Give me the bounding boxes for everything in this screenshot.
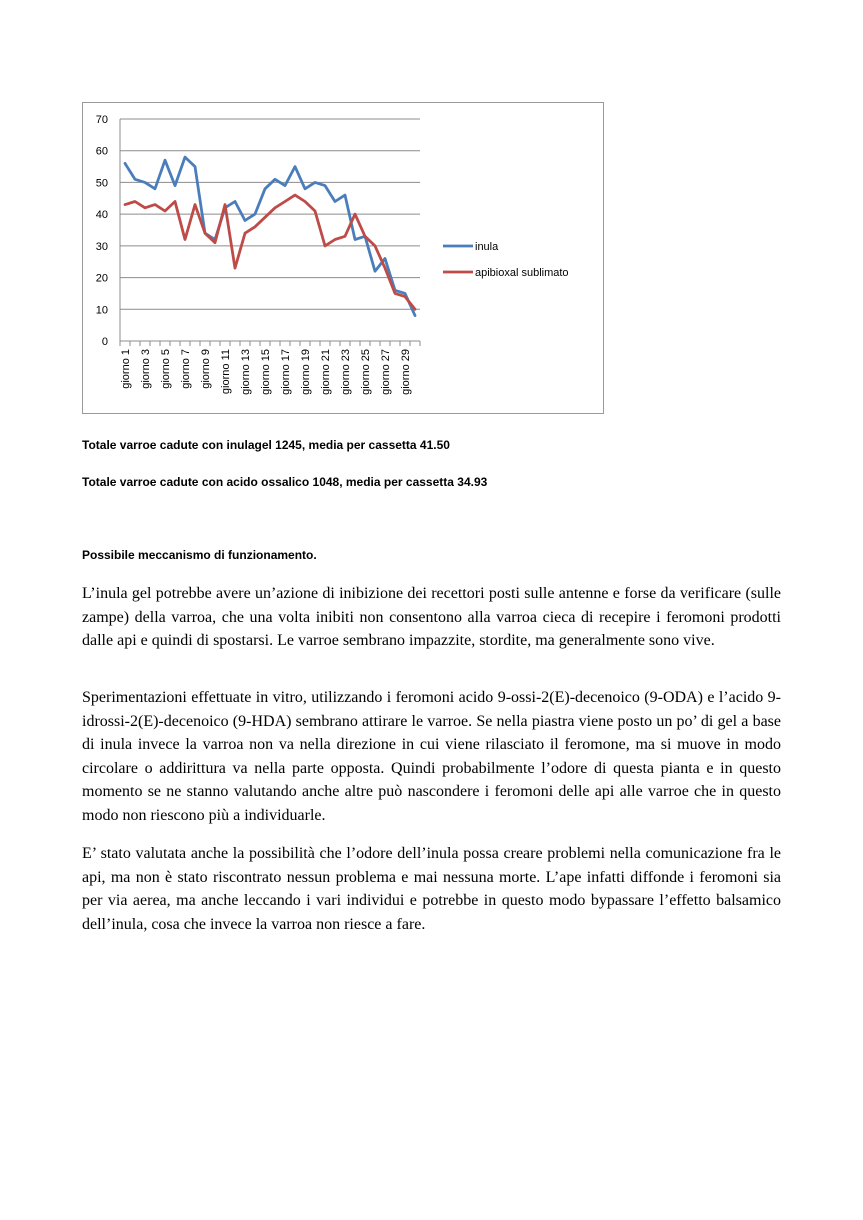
y-tick-label: 0 bbox=[101, 336, 108, 348]
legend-label: inula bbox=[475, 241, 499, 253]
x-tick-label: giorno 25 bbox=[360, 349, 372, 395]
x-tick-label: giorno 13 bbox=[240, 349, 252, 395]
x-tick-label: giorno 7 bbox=[180, 349, 192, 389]
x-tick-label: giorno 15 bbox=[260, 349, 272, 395]
paragraph-3: E’ stato valutata anche la possibilità che l’odore dell’inula possa creare problemi nella comunicazione fra le api, ma non è stato riscontrato nessun problema e mai nessuna morte. L’ape infatti diffonde i feromoni sia per via aerea, ma anche leccando i vari individui e potrebbe in questo modo bypassare l’effetto balsamico dell’inula, cosa che invece la varroa non riesce a fare. bbox=[82, 845, 781, 933]
x-tick-label: giorno 11 bbox=[220, 349, 232, 395]
y-tick-label: 20 bbox=[95, 272, 108, 285]
x-tick-label: giorno 29 bbox=[400, 349, 412, 395]
y-tick-label: 30 bbox=[95, 240, 108, 253]
stat-inulagel: Totale varroe cadute con inulagel 1245, media per cassetta 41.50 bbox=[82, 438, 450, 452]
x-tick-label: giorno 3 bbox=[140, 349, 152, 389]
stat-oxalic-acid: Totale varroe cadute con acido ossalico 1048, media per cassetta 34.93 bbox=[82, 475, 488, 489]
legend-label: apibioxal sublimato bbox=[475, 267, 569, 279]
series-line-inula bbox=[125, 157, 415, 316]
y-tick-label: 50 bbox=[95, 177, 108, 190]
paragraph-1: L’inula gel potrebbe avere un’azione di inibizione dei recettori posti sulle antenne e forse da verificare (sulle zampe) della varroa, che una volta inibiti non consentono alla varroa cieca di recepire i feromoni prodotti dalle api e quindi di spostarsi. Le varroe sembrano impazzite, stordite, ma generalmente sono vive. bbox=[82, 585, 781, 649]
series-line-apibioxal bbox=[125, 195, 415, 309]
x-tick-label: giorno 19 bbox=[300, 349, 312, 395]
x-tick-label: giorno 9 bbox=[200, 349, 212, 389]
x-tick-label: giorno 27 bbox=[380, 349, 392, 395]
line-chart bbox=[82, 102, 604, 414]
chart-svg bbox=[83, 103, 603, 413]
x-tick-label: giorno 23 bbox=[340, 349, 352, 395]
x-tick-label: giorno 5 bbox=[160, 349, 172, 389]
x-tick-label: giorno 17 bbox=[280, 349, 292, 395]
y-tick-label: 10 bbox=[95, 304, 108, 317]
y-tick-label: 70 bbox=[95, 114, 108, 126]
paragraph-2: Sperimentazioni effettuate in vitro, utilizzando i feromoni acido 9-ossi-2(E)-decenoico (9-ODA) e l’acido 9-idrossi-2(E)-decenoico (9-HDA) sembrano attirare le varroe. Se nella piastra viene posto un po’ di gel a base di inula invece la varroa non va nella direzione in cui viene rilasciato il feromone, ma si muove in modo circolare o addirittura va nella parte opposta. Quindi probabilmente l’odore di questa pianta e in questo momento se ne stanno valutando anche altre può nascondere i feromoni delle api alle varroe che in questo modo non riescono più a individuarle. bbox=[82, 689, 781, 824]
x-tick-label: giorno 1 bbox=[120, 349, 132, 389]
y-tick-label: 40 bbox=[95, 209, 108, 222]
y-tick-label: 60 bbox=[95, 145, 108, 158]
x-tick-label: giorno 21 bbox=[320, 349, 332, 395]
section-title: Possibile meccanismo di funzionamento. bbox=[82, 548, 317, 562]
